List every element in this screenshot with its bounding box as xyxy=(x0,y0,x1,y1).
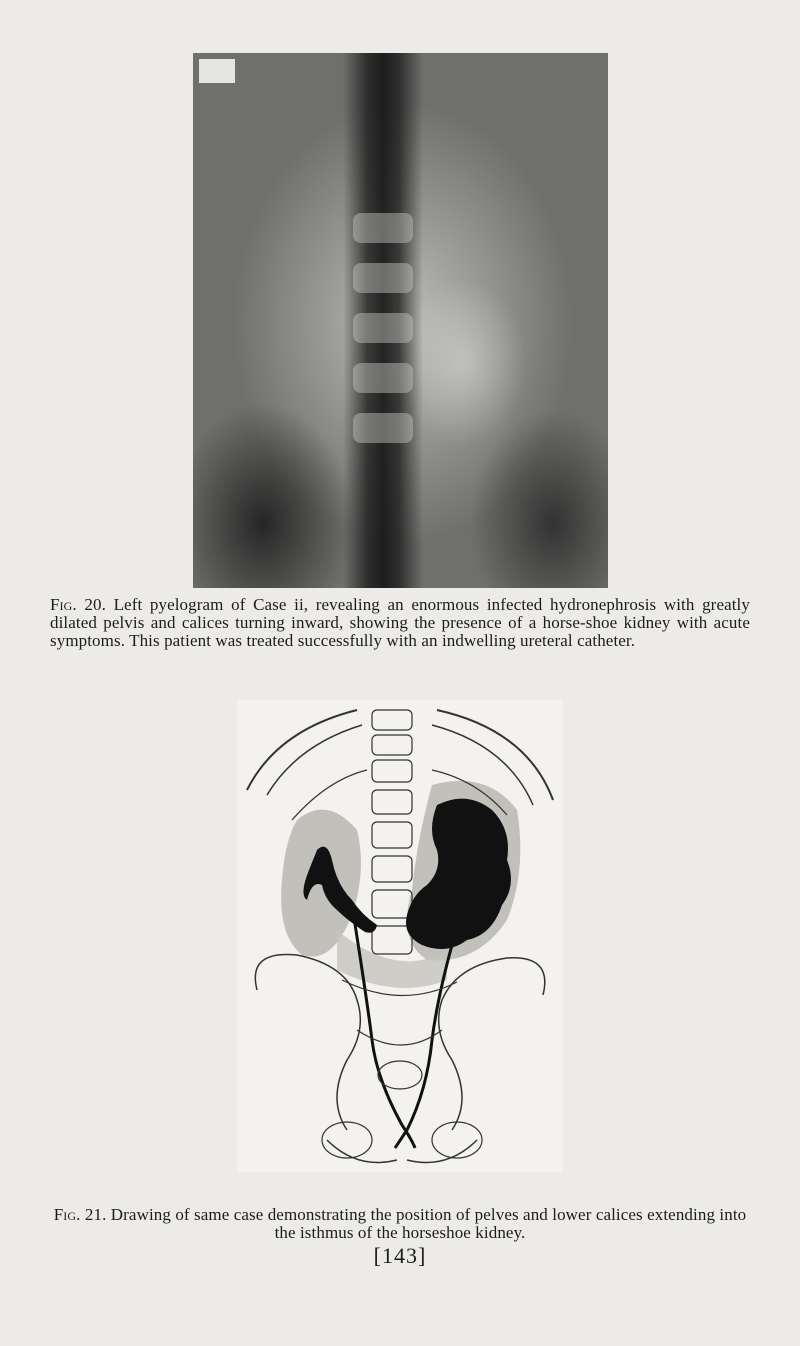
figure-21-label: Fig. 21. xyxy=(53,1205,107,1224)
anatomical-drawing xyxy=(237,700,563,1172)
figure-20-label: Fig. 20. xyxy=(50,595,106,614)
vertebra xyxy=(353,363,413,393)
figure-21-drawing xyxy=(237,700,563,1172)
figure-20-pyelogram-image xyxy=(193,53,608,588)
figure-20-caption-text: Left pyelogram of Case ii, revealing an enormous infected hydronephrosis with greatly dilated pelvis and calices turning inward, showing the presence of a horse-shoe kidney with acute symptoms. This patient was treated successfully with an indwelling ureteral catheter. xyxy=(50,595,750,650)
figure-20-caption xyxy=(50,596,750,650)
page-number: [143] xyxy=(373,1243,427,1268)
vertebra xyxy=(353,313,413,343)
figure-21-caption-text: Drawing of same case demonstrating the position of pelves and lower calices extending into the isthmus of the horseshoe kidney. xyxy=(110,1205,747,1242)
film-label-tag xyxy=(199,59,235,83)
vertebra xyxy=(353,263,413,293)
figure-21-caption xyxy=(50,1206,750,1242)
vertebra xyxy=(353,213,413,243)
vertebra xyxy=(353,413,413,443)
